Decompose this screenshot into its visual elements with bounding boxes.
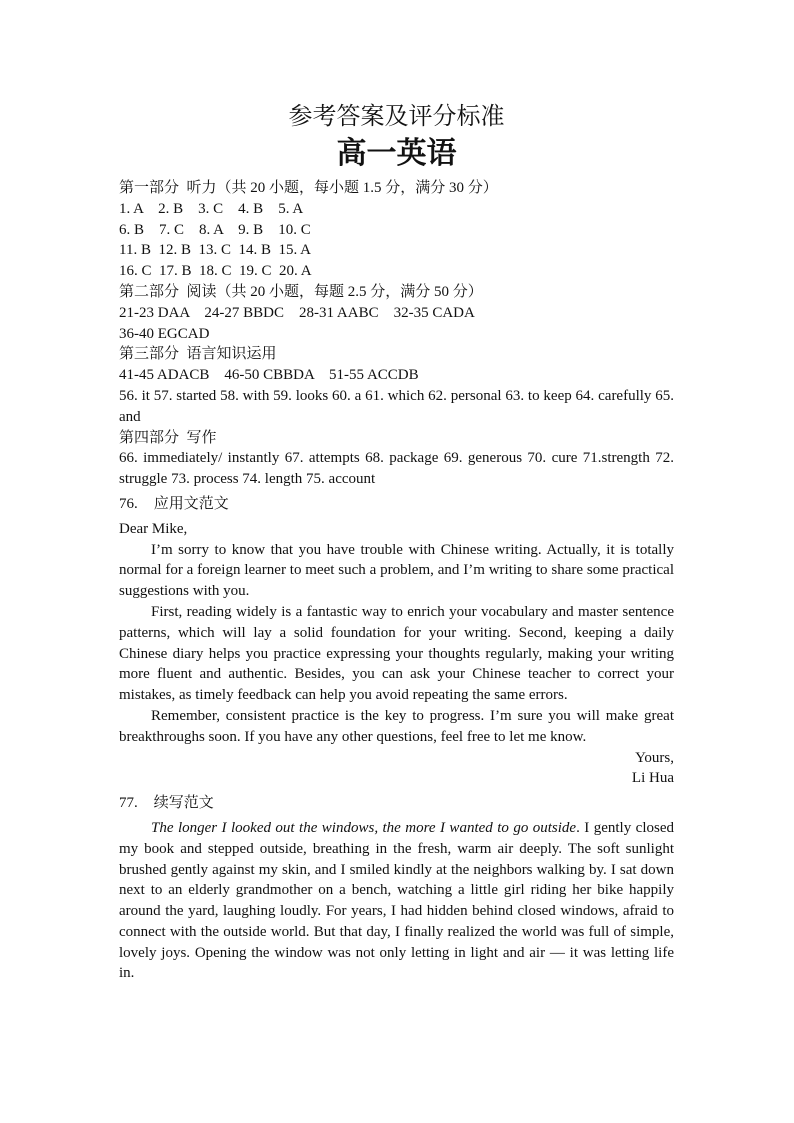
part1-row-1: 1. A 2. B 3. C 4. B 5. A — [119, 200, 304, 217]
letter-paragraph-3: Remember, consistent practice is the key to progress. I’m sure you will make great breakthroughs soon. If you have any other questions, feel free to let me know. — [119, 707, 674, 745]
part4-row-1: 66. immediately/ instantly 67. attempts 68. package 69. generous 70. cure 71.strength 72. struggle 73. process 74. length 75. account — [119, 450, 674, 488]
q77-label: 续写范文 — [153, 795, 214, 812]
part1-row-2: 6. B 7. C 8. A 9. B 10. C — [119, 221, 311, 238]
part2-row-2: 36-40 EGCAD — [119, 325, 210, 342]
q76-label: 应用文范文 — [153, 495, 229, 512]
part2-heading: 第二部分 阅读（共 20 小题，每题 2.5 分，满分 50 分） — [119, 283, 483, 300]
part1-heading: 第一部分 听力（共 20 小题，每小题 1.5 分，满分 30 分） — [119, 180, 498, 196]
page-title: 参考答案及评分标准 — [288, 104, 505, 130]
q76-number: 76. — [119, 495, 138, 512]
continuation-lead-sentence: The longer I looked out the windows, the more I wanted to go outside — [151, 819, 577, 836]
continuation-paragraph — [119, 818, 674, 984]
answer-key-page — [119, 100, 674, 984]
part1-row-4: 16. C 17. B 18. C 19. C 20. A — [119, 263, 312, 280]
letter-closing: Yours, — [635, 749, 674, 766]
q76-heading — [119, 494, 674, 515]
q77-number: 77. — [119, 795, 138, 812]
part3-row-2: 56. it 57. started 58. with 59. looks 60. a 61. which 62. personal 63. to keep 64. carefully 65. and — [119, 387, 674, 425]
letter-paragraph-1: I’m sorry to know that you have trouble with Chinese writing. Actually, it is totally normal for a foreign learner to meet such a problem, and I’m writing to share some practical suggestions with you. — [119, 541, 674, 600]
part2-row-1: 21-23 DAA 24-27 BBDC 28-31 AABC 32-35 CADA — [119, 304, 475, 321]
continuation-body: I gently closed my book and stepped outside, breathing in the fresh, warm air deeply. The soft sunlight brushed gently against my skin, and I smiled kindly at the neighbors walking by. I sat down next to an elderly grandmother on a bench, watching a little girl riding her bike happily around the yard, laughing loudly. For years, I had hidden behind closed windows, afraid to connect with the outside world. But that day, I finally realized the world was full of simple, lovely joys. Opening the window was not only letting in light and air — it was letting life in. — [119, 819, 674, 982]
letter-signature: Li Hua — [631, 770, 674, 787]
letter-greeting: Dear Mike, — [119, 520, 188, 537]
page-subtitle: 高一英语 — [336, 137, 457, 170]
continuation-lead-period: . — [576, 819, 580, 836]
letter-paragraph-2: First, reading widely is a fantastic way to enrich your vocabulary and master sentence patterns, which will lay a solid foundation for your writing. Second, keeping a daily Chinese diary helps you practice expressing your thoughts regularly, making your writing more fluent and authentic. Besides, you can ask your Chinese teacher to correct your mistakes, as timely feedback can help you avoid repeating the same errors. — [119, 603, 674, 704]
part1-row-3: 11. B 12. B 13. C 14. B 15. A — [119, 242, 311, 259]
part3-heading: 第三部分 语言知识运用 — [119, 346, 277, 363]
q77-heading — [119, 793, 674, 814]
part3-row-1: 41-45 ADACB 46-50 CBBDA 51-55 ACCDB — [119, 367, 419, 384]
part4-heading: 第四部分 写作 — [119, 429, 217, 446]
